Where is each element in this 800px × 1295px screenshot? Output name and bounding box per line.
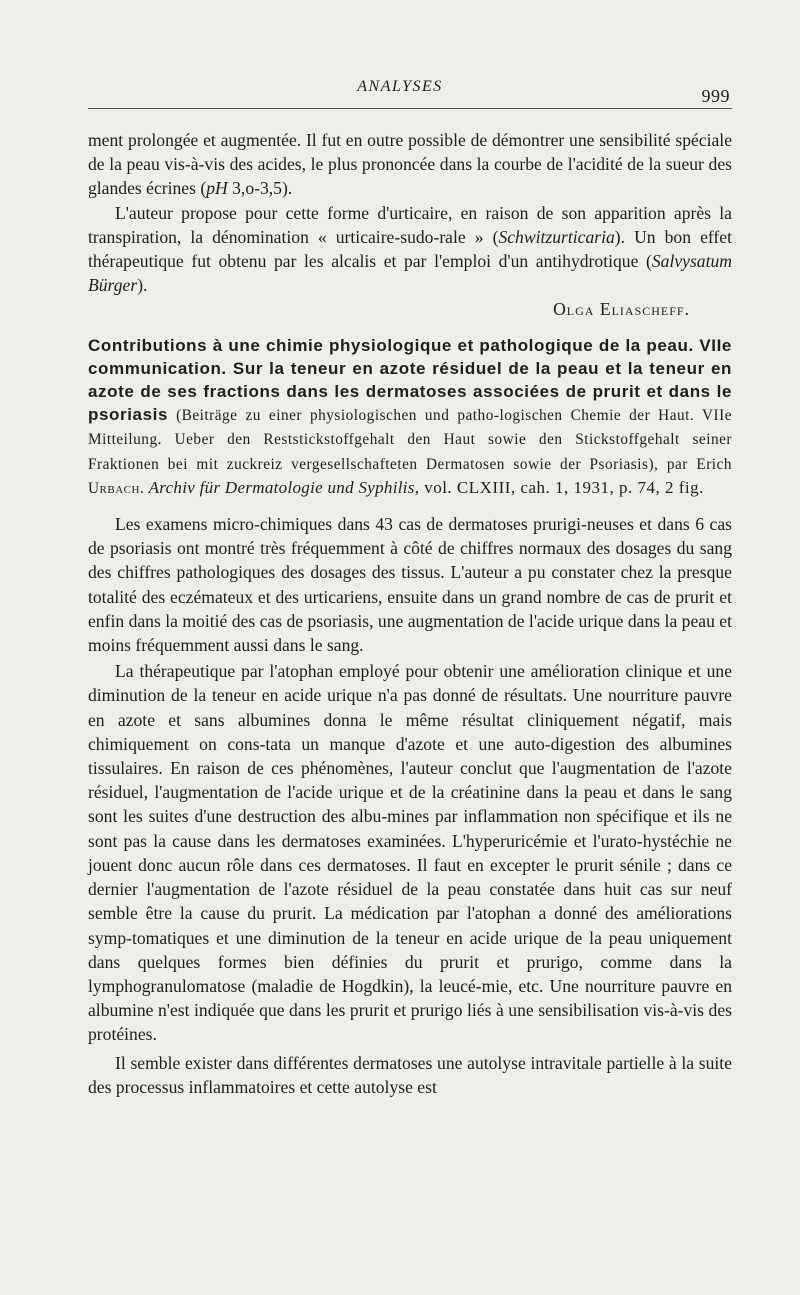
running-head [0, 78, 800, 110]
page-number: 999 [701, 86, 730, 106]
reviewer-signature: Olga Eliascheff. [553, 299, 690, 320]
previous-article-text-end: 3,o-3,5). [227, 178, 293, 199]
reference-period: . [139, 479, 145, 497]
reference-german-title: (Beiträge zu einer physiologischen und patho-logischen Chemie der Haut. VIIe Mitteilung. Ueber den Reststickstoffgehalt den Haut sowie den Stickstoffgehalt seiner Fraktionen bei mit zuckreiz vergesellschafteten Dermatosen sowie der Psoriasis), par Erich [88, 407, 732, 473]
reference-details: , vol. CLXIII, cah. 1, 1931, p. 74, 2 fig. [414, 477, 704, 497]
previous-article-text: ment prolongée et augmentée. Il fut en outre possible de démontrer une sensibilité spéciale de la peau vis-à-vis des acides, le plus prononcée dans la courbe de l'acidité de la sueur des glandes écrines ( [88, 130, 732, 199]
article-reference [88, 407, 732, 497]
journal-name: Archiv für Dermatologie und Syphilis [148, 477, 415, 497]
body-paragraph-3: Il semble exister dans différentes dermatoses une autolyse intravitale partielle à la suite des processus inflammatoires et cette autolyse est [88, 1052, 732, 1097]
schwitzurticaria-term: Schwitzurticaria [498, 226, 615, 247]
article-heading [88, 334, 732, 500]
body-paragraph-2: La thérapeutique par l'atophan employé pour obtenir une amélioration clinique et une diminution de la teneur en acide urique n'a pas donné de résultats. Une nourriture pauvre en azote et sans albumines donna le même résultat cliniquement négatif, mais chimiquement on cons-tata un manque d'azote et une auto-digestion des albumines tissulaires. En raison de ces phénomènes, l'auteur conclut que l'augmentation de l'azote résiduel, l'augmentation de l'acide urique et de la créatinine dans la peau et dans le sang sont les suites d'une destruction des albu-mines par inflammation non spécifique et ils ne sont pas la cause dans les dermatoses examinées. L'hyperuricémie et l'urato-hystéchie ne jouent donc aucun rôle dans ces dermatoses. Il faut en excepter le prurit sénile ; dans ce dernier l'augmentation de l'azote résiduel de la peau constatée dans huit cas sur neuf semble être la cause du prurit. La médication par l'atophan a donné des améliorations symp-tomatiques et une diminution de la teneur en acide urique de la peau uniquement dans quelques formes bien définies du prurit et prurigo, comme dans la lymphogranulomatose (maladie de Hogdkin), la leucé-mie, etc. Une nourriture pauvre en albumine n'est indiquée que dans les prurit et prurigo liés à une sensibilisation vis-à-vis des protéines. [88, 661, 732, 1045]
author-name: Urbach [88, 479, 140, 497]
drug-name: Salvysatum Bürger [88, 251, 732, 296]
ph-term: pH [206, 178, 228, 199]
header-rule [88, 108, 732, 109]
proposal-text: L'auteur propose pour cette forme d'urticaire, en raison de son apparition après la transpiration, la dénomination « urticaire-sudo-rale » ( [88, 202, 732, 247]
page-content [88, 128, 732, 1099]
running-head-title: ANALYSES [357, 78, 443, 95]
article-title: Contributions à une chimie physiologique et pathologique de la peau. VIIe communication. Sur la teneur en azote résiduel de la peau et la teneur en azote de ses fractions dans les dermatoses associées de prurit et dans le psoriasis [88, 335, 732, 425]
closing-paren: ). [137, 275, 148, 296]
therapy-text: ). Un bon effet thérapeutique fut obtenu par les alcalis et par l'emploi d'un antihydrotique ( [88, 226, 732, 272]
previous-article-paragraph [88, 128, 732, 201]
body-paragraph-1: Les examens micro-chimiques dans 43 cas de dermatoses prurigi-neuses et dans 6 cas de psoriasis ont montré très fréquemment à côté de chiffres normaux des dosages du sang des chiffres pathologiques des dosages des tissus. L'auteur a pu constater chez la presque totalité des eczémateux et des urticariens, ensuite dans un grand nombre de cas de prurit et enfin dans la moitié des cas de psoriasis, une augmentation de l'acide urique dans la peau et moins fréquemment aussi dans le sang. [88, 514, 732, 656]
previous-article-paragraph-2 [88, 201, 732, 298]
